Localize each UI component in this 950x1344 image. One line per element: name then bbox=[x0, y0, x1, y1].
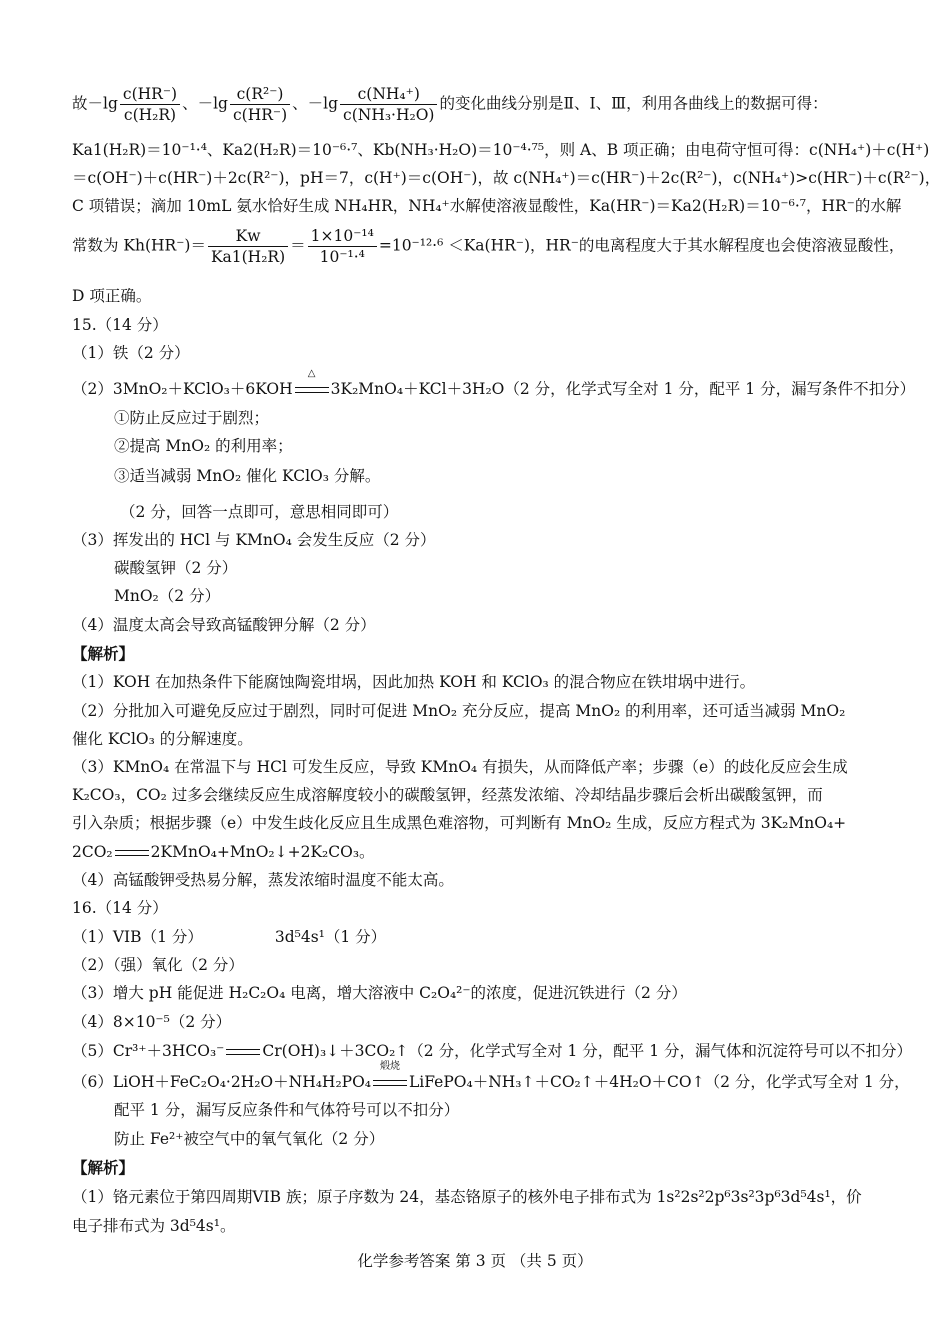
equals-sign-4 bbox=[373, 1080, 407, 1086]
q16-a6-left: （6）LiOH＋FeC₂O₄·2H₂O＋NH₄H₂PO₄ bbox=[72, 1073, 372, 1091]
sep-1: 、 bbox=[182, 94, 198, 113]
q16-a6-c: 防止 Fe²⁺被空气中的氧气氧化（2 分） bbox=[114, 1130, 385, 1148]
q15-e3c: 引入杂质；根据步骤（e）中发生歧化反应且生成黑色难溶物，可判断有 MnO₂ 生成，反应方程式为 3K₂MnO₄+ bbox=[72, 814, 847, 832]
p14-line5-post: =10⁻¹²·⁶ ＜Ka(HR⁻)，HR⁻的电离程度大于其水解程度也会使溶液显酸性， bbox=[378, 236, 905, 255]
q16-e1a: （1）铬元素位于第四周期VIB 族；原子序数为 24，基态铬原子的核外电子排布式为 1s²2s²2p⁶3s²3p⁶3d⁵4s¹，价 bbox=[72, 1188, 862, 1206]
q15-a2-right: 3K₂MnO₄＋KCl＋3H₂O（2 分，化学式写全对 1 分，配平 1 分，漏写条件不扣分） bbox=[330, 380, 916, 398]
q15-a4: （4）温度太高会导致高锰酸钾分解（2 分） bbox=[72, 616, 376, 634]
q16-a1 bbox=[72, 927, 386, 947]
fraction-2 bbox=[230, 84, 290, 125]
q15-header: 15.（14 分） bbox=[72, 316, 168, 334]
q16-a2: （2）（强）氧化（2 分） bbox=[72, 956, 244, 974]
q15-e2b: 催化 KClO₃ 的分解速度。 bbox=[72, 730, 253, 748]
fraction-2-num: c(R²⁻) bbox=[230, 84, 290, 105]
fraction-1-num: c(HR⁻) bbox=[120, 84, 180, 105]
q16-e1b: 电子排布式为 3d⁵4s¹。 bbox=[72, 1217, 236, 1235]
q16-a5-right: Cr(OH)₃↓＋3CO₂↑（2 分，化学式写全对 1 分，配平 1 分，漏气体和沉淀符号可以不扣分） bbox=[262, 1042, 913, 1060]
q15-e2a: （2）分批加入可避免反应过于剧烈，同时可促进 MnO₂ 充分反应，提高 MnO₂ 的利用率，还可适当减弱 MnO₂ bbox=[72, 702, 846, 720]
kh-label: 常数为 Kh(HR⁻)＝ bbox=[72, 236, 206, 255]
q16-a1a: （1）VIB（1 分） bbox=[72, 928, 203, 946]
heat-symbol: △ bbox=[307, 368, 316, 379]
kh-num-1: Kw bbox=[208, 226, 288, 247]
sep-2: 、 bbox=[292, 94, 308, 113]
q15-a3-b: 碳酸氢钾（2 分） bbox=[114, 559, 238, 577]
q16-analysis-heading: 【解析】 bbox=[72, 1158, 135, 1177]
page-footer: 化学参考答案 第 3 页 （共 5 页） bbox=[357, 1252, 593, 1270]
q15-a2 bbox=[72, 368, 916, 399]
q16-a5-left: （5）Cr³⁺＋3HCO₃⁻ bbox=[72, 1042, 225, 1060]
q16-a6-b: 配平 1 分，漏写反应条件和气体符号可以不扣分） bbox=[114, 1101, 460, 1119]
q16-a3: （3）增大 pH 能促进 H₂C₂O₄ 电离，增大溶液中 C₂O₄²⁻的浓度，促进沉铁进行（2 分） bbox=[72, 984, 687, 1002]
p14-line3: ＝c(OH⁻)＋c(HR⁻)＋2c(R²⁻)，pH＝7，c(H⁺)＝c(OH⁻)，故 c(NH₄⁺)＝c(HR⁻)＋2c(R²⁻)，c(NH₄⁺)>c(HR⁻)＋c(R²⁻)， bbox=[72, 169, 941, 187]
fraction-3-num: c(NH₄⁺) bbox=[340, 84, 437, 105]
q15-e3d bbox=[72, 842, 375, 862]
q15-e1: （1）KOH 在加热条件下能腐蚀陶瓷坩埚，因此加热 KOH 和 KClO₃ 的混合物应在铁坩埚中进行。 bbox=[72, 673, 756, 691]
q15-a3-c: MnO₂（2 分） bbox=[114, 587, 221, 605]
q15-a3: （3）挥发出的 HCl 与 KMnO₄ 会发生反应（2 分） bbox=[72, 531, 436, 549]
q16-a1b: 3d⁵4s¹（1 分） bbox=[274, 928, 387, 946]
equals-sign-1 bbox=[295, 387, 329, 393]
p14-line6: D 项正确。 bbox=[72, 287, 152, 305]
neg-lg-3: －lg bbox=[307, 94, 339, 113]
calcination-condition bbox=[371, 1061, 409, 1092]
q15-analysis-heading: 【解析】 bbox=[72, 644, 135, 663]
q16-a4: （4）8×10⁻⁵（2 分） bbox=[72, 1013, 232, 1031]
equals-sign-3 bbox=[226, 1049, 260, 1055]
q15-a2-iii: ③适当减弱 MnO₂ 催化 KClO₃ 分解。 bbox=[114, 467, 381, 485]
p14-intro-pre: 故 bbox=[72, 94, 88, 113]
q16-header: 16.（14 分） bbox=[72, 899, 168, 917]
q15-e4: （4）高锰酸钾受热易分解，蒸发浓缩时温度不能太高。 bbox=[72, 871, 454, 889]
fraction-1-den: c(H₂R) bbox=[123, 106, 177, 124]
q15-a2-note: （2 分，回答一点即可，意思相同即可） bbox=[120, 503, 399, 521]
q15-e3b: K₂CO₃，CO₂ 过多会继续反应生成溶解度较小的碳酸氢钾，经蒸发浓缩、冷却结晶步骤后会析出碳酸氢钾，而 bbox=[72, 786, 823, 804]
fraction-3 bbox=[340, 84, 437, 125]
q15-a2-i: ①防止反应过于剧烈； bbox=[114, 409, 270, 427]
fraction-3-den: c(NH₃·H₂O) bbox=[343, 106, 435, 124]
kh-fraction-1 bbox=[208, 226, 288, 267]
q16-a6-right: LiFePO₄＋NH₃↑＋CO₂↑＋4H₂O＋CO↑（2 分，化学式写全对 1 分， bbox=[409, 1073, 910, 1091]
p14-line2: Ka1(H₂R)＝10⁻¹·⁴、Ka2(H₂R)＝10⁻⁶·⁷、Kb(NH₃·H₂O)＝10⁻⁴·⁷⁵，则 A、B 项正确；由电荷守恒可得：c(NH₄⁺)＋c(H⁺) bbox=[72, 141, 930, 159]
q16-a5 bbox=[72, 1041, 912, 1061]
neg-lg-2: －lg bbox=[197, 94, 228, 113]
kh-den-1: Ka1(H₂R) bbox=[210, 248, 286, 266]
q15-e3d-right: 2KMnO₄+MnO₂↓+2K₂CO₃。 bbox=[150, 843, 375, 861]
q15-e3a: （3）KMnO₄ 在常温下与 HCl 可发生反应，导致 KMnO₄ 有损失，从而降低产率；步骤（e）的歧化反应会生成 bbox=[72, 758, 848, 776]
fraction-1 bbox=[120, 84, 180, 125]
equals-sign-2 bbox=[115, 850, 149, 856]
q15-e3d-left: 2CO₂ bbox=[72, 843, 113, 861]
q15-a1: （1）铁（2 分） bbox=[72, 344, 190, 362]
heat-condition bbox=[293, 368, 331, 399]
calcination-label: 煅烧 bbox=[380, 1061, 401, 1072]
fraction-2-den: c(HR⁻) bbox=[232, 106, 288, 124]
p14-intro-line bbox=[72, 84, 828, 125]
kh-fraction-2 bbox=[308, 226, 377, 267]
p14-line5: 常数为 Kh(HR⁻)＝ $\frac{Kw}{\text{Ka1(H₂R)}}$ ＝ $\frac{\text{1×10⁻¹⁴}}{\text{10⁻¹·⁴}}$ =10⁻¹²·⁶ ＜Ka(HR⁻)，HR⁻的电离程度大于其水解程度也会使溶液显酸性， bbox=[72, 227, 905, 266]
neg-lg-1: －lg bbox=[87, 94, 118, 113]
p14-intro-post: 的变化曲线分别是Ⅱ、Ⅰ、Ⅲ，利用各曲线上的数据可得： bbox=[439, 94, 828, 113]
kh-num-2: 1×10⁻¹⁴ bbox=[308, 226, 377, 247]
q15-a2-left: （2）3MnO₂＋KClO₃＋6KOH bbox=[72, 380, 293, 398]
kh-den-2: 10⁻¹·⁴ bbox=[319, 248, 365, 266]
q16-a6 bbox=[72, 1061, 910, 1092]
p14-line4: C 项错误；滴加 10mL 氨水恰好生成 NH₄HR，NH₄⁺水解使溶液显酸性，Ka(HR⁻)＝Ka2(H₂R)＝10⁻⁶·⁷，HR⁻的水解 bbox=[72, 197, 902, 215]
q15-a2-ii: ②提高 MnO₂ 的利用率； bbox=[114, 437, 293, 455]
